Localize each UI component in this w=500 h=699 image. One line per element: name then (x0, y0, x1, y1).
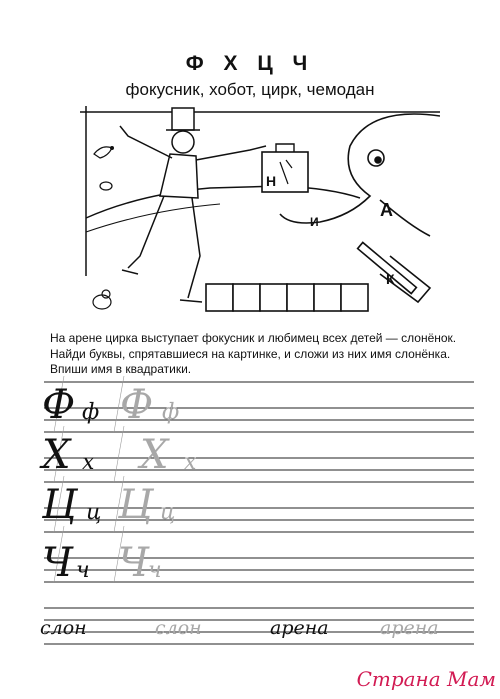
lower-letter-dark: ч (76, 558, 90, 583)
word-trace: слон (155, 617, 202, 639)
chick-icon (93, 290, 111, 309)
upper-letter-dark: Ф (42, 382, 76, 428)
page-title: Ф Х Ц Ч (185, 52, 315, 75)
lower-letter-trace: х (184, 450, 197, 475)
word-trace: арена (380, 617, 439, 639)
elephant-figure (280, 114, 440, 302)
lower-letter-trace: ц (160, 500, 176, 525)
upper-letter-dark: Х (42, 432, 71, 478)
hidden-letter-i: И (310, 215, 319, 229)
lower-letter-trace: ч (148, 558, 162, 583)
page-subtitle: фокусник, хобот, цирк, чемодан (125, 80, 375, 99)
handwriting-lines (44, 376, 474, 646)
task-line: Найди буквы, спрятавшиеся на картинке, и сложи из них имя слонёнка. (50, 346, 451, 361)
lower-letter-dark: ц (86, 500, 102, 525)
lower-letter-dark: х (82, 450, 95, 475)
practice-words (40, 617, 460, 647)
upper-letter-dark: Ч (42, 540, 73, 586)
word-dark: арена (270, 617, 329, 639)
upper-letter-dark: Ц (42, 482, 77, 528)
word-dark: слон (40, 617, 87, 639)
upper-letter-trace: Ч (118, 540, 149, 586)
task-line: Впиши имя в квадратики. (50, 362, 192, 376)
upper-letter-trace: Ц (118, 482, 153, 528)
answer-boxes[interactable] (206, 284, 368, 311)
small-bird-icon (100, 182, 112, 190)
dove-icon (94, 146, 114, 158)
lower-letter-dark: ф (82, 400, 100, 425)
task-line: На арене цирка выступает фокусник и любимец всех детей — слонёнок. (50, 331, 457, 345)
hidden-letter-a: А (380, 200, 393, 220)
watermark-logo: Страна Мам (356, 667, 496, 691)
magician-figure (120, 108, 266, 302)
hidden-letter-n: Н (266, 173, 277, 189)
lower-letter-trace: ф (162, 400, 180, 425)
upper-letter-trace: Ф (120, 382, 154, 428)
hidden-letter-k: К (386, 271, 395, 287)
task-text (50, 331, 480, 378)
circus-illustration (80, 106, 440, 328)
upper-letter-trace: Х (140, 432, 169, 478)
